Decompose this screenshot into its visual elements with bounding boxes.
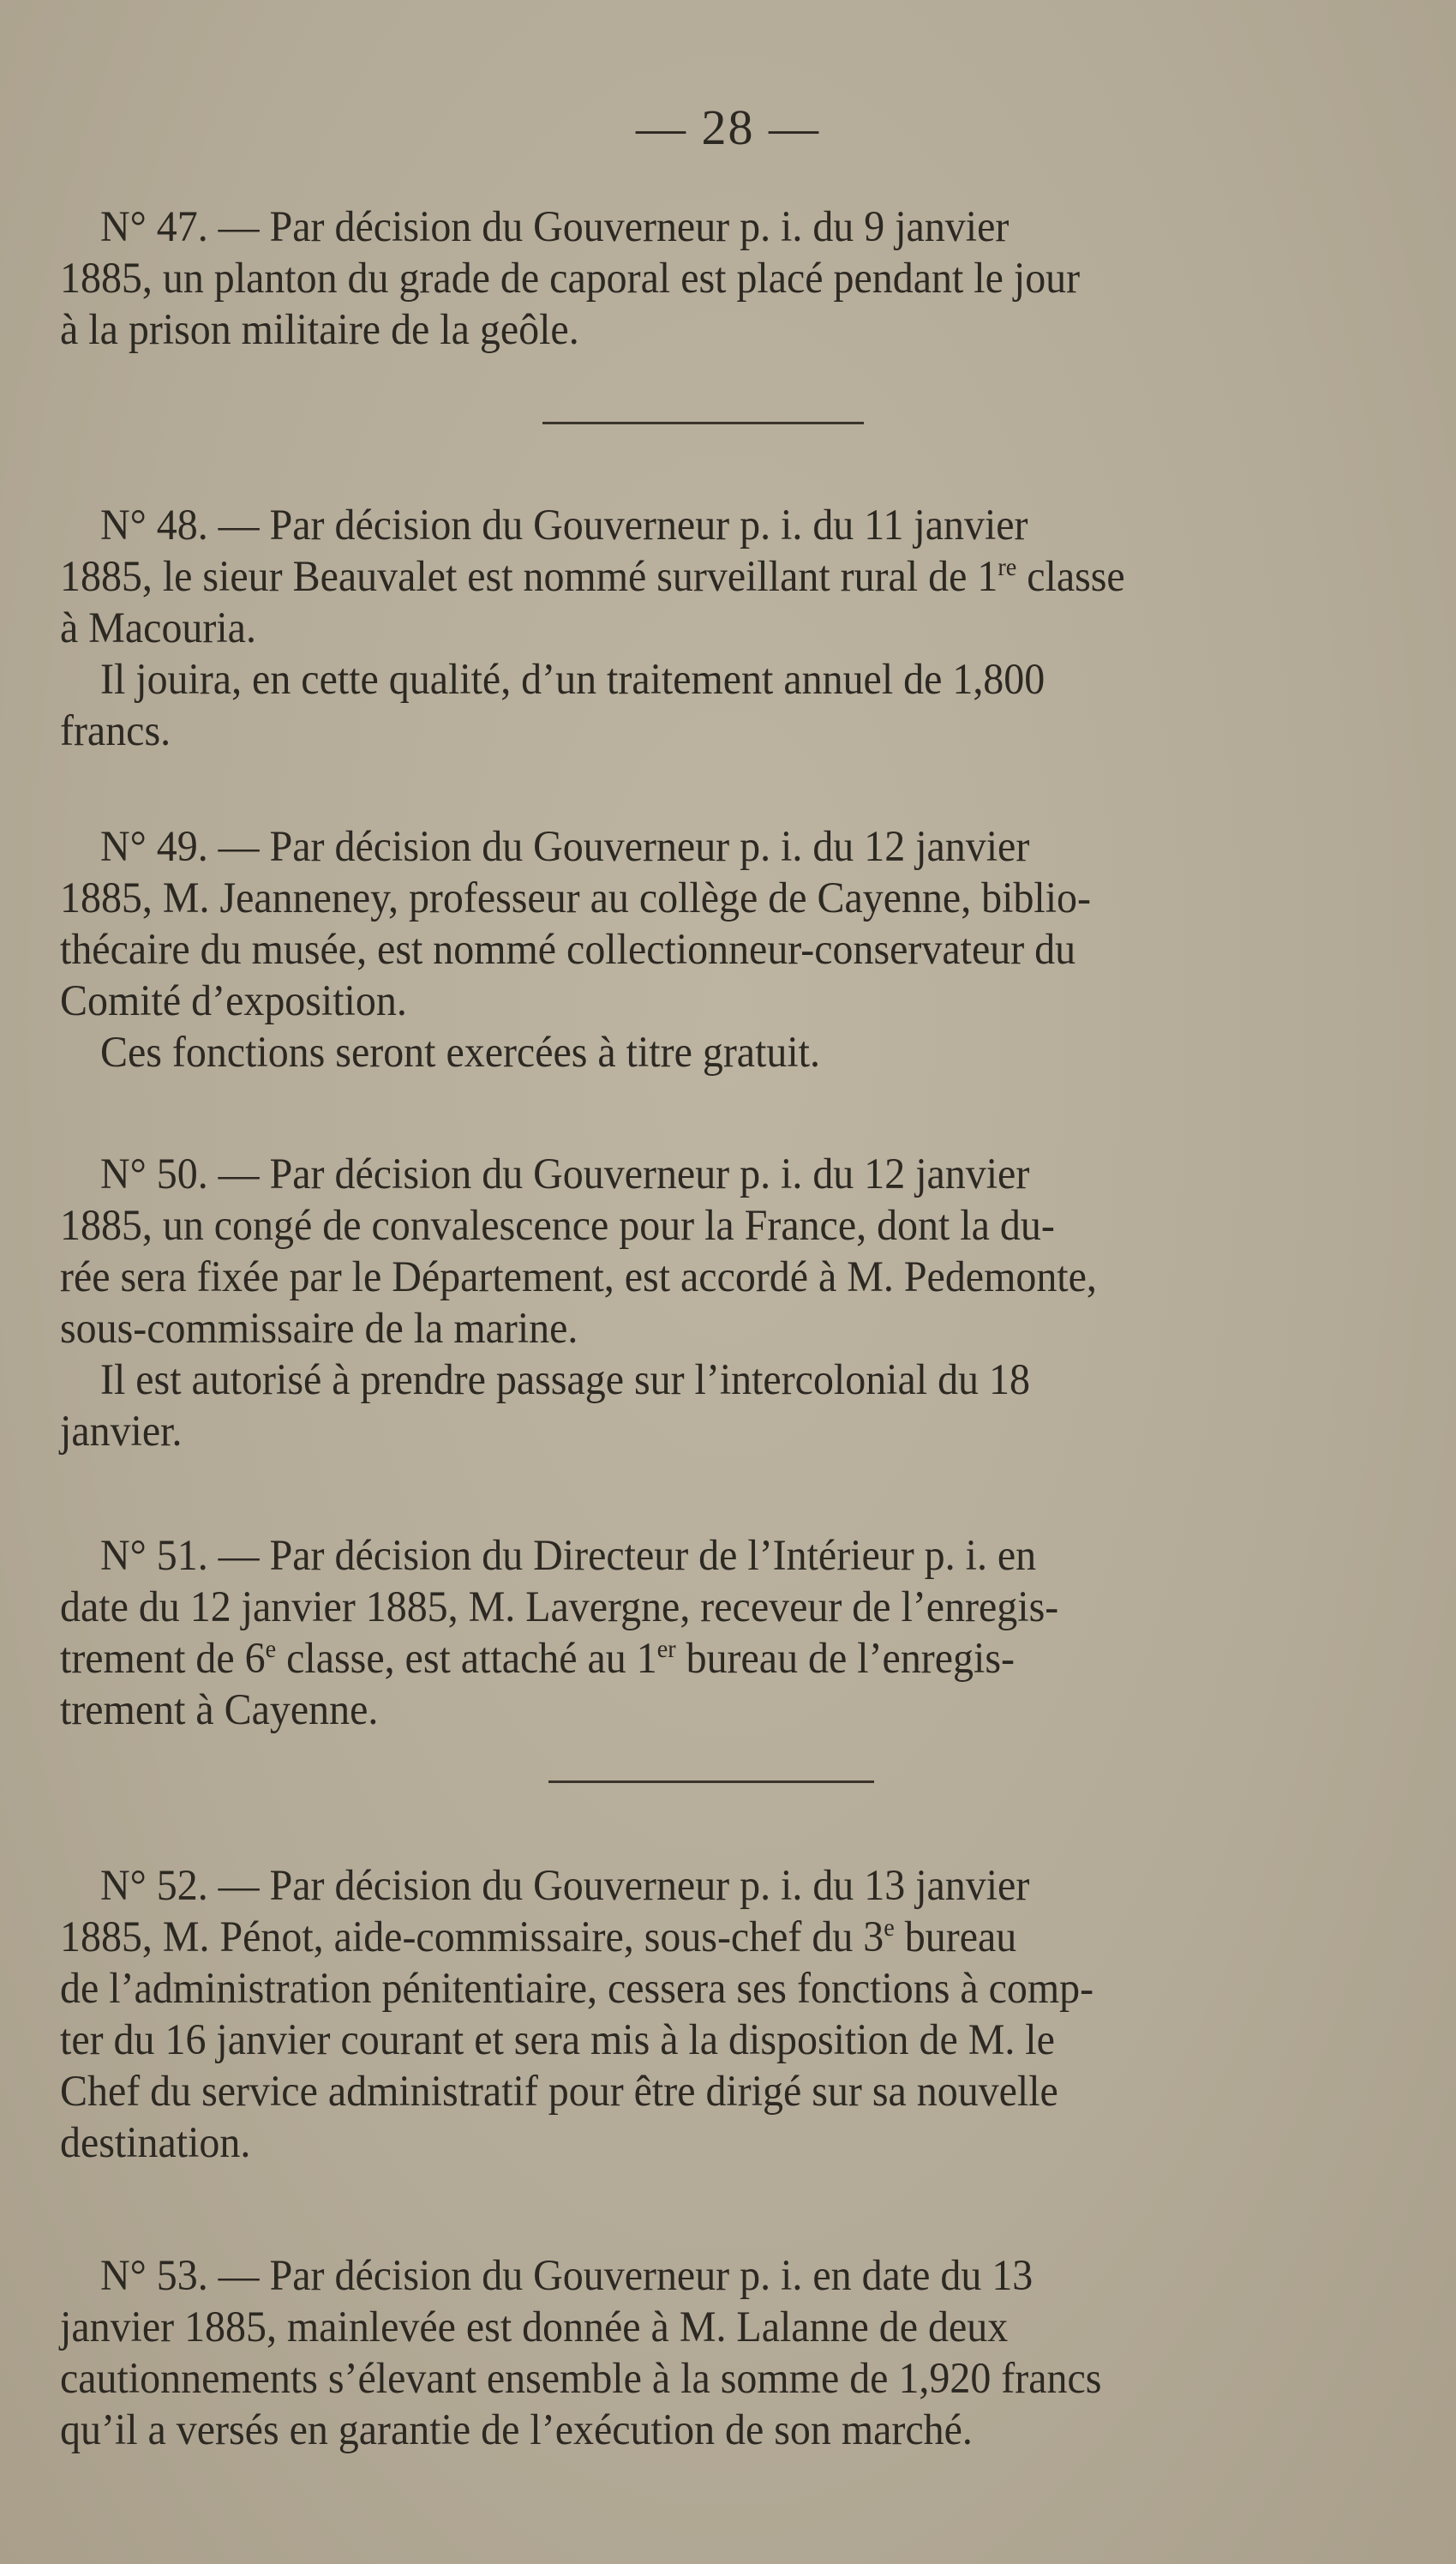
entry-line: thécaire du musée, est nommé collectionneur-conservateur du (60, 926, 1076, 974)
entry-line: rée sera fixée par le Département, est accordé à M. Pedemonte, (60, 1253, 1097, 1301)
entry-line: Chef du service administratif pour être dirigé sur sa nouvelle (60, 2068, 1058, 2116)
entry-53 (60, 2250, 1285, 2456)
entry-line: 1885, un planton du grade de caporal est placé pendant le jour (60, 255, 1081, 303)
entry-line: Comité d’exposition. (60, 977, 407, 1025)
entry-line: Il est autorisé à prendre passage sur l’intercolonial du 18 (100, 1356, 1030, 1404)
entry-line: N° 50. — Par décision du Gouverneur p. i. du 12 janvier (100, 1150, 1030, 1198)
entry-line: 1885, le sieur Beauvalet est nommé surveillant rural de 1re classe (60, 553, 1125, 601)
entry-line: Il jouira, en cette qualité, d’un traitement annuel de 1,800 (100, 656, 1046, 704)
page-number: — 28 — (636, 99, 820, 155)
entry-48 (60, 500, 1285, 757)
entry-line: sous-commissaire de la marine. (60, 1305, 578, 1353)
entry-47 (60, 201, 1285, 356)
separator-rule (542, 422, 864, 424)
entry-line: 1885, un congé de convalescence pour la France, dont la du- (60, 1202, 1055, 1250)
entry-line: N° 52. — Par décision du Gouverneur p. i. du 13 janvier (100, 1862, 1030, 1910)
entry-line: francs. (60, 707, 171, 755)
entry-line: N° 47. — Par décision du Gouverneur p. i. du 9 janvier (100, 203, 1010, 251)
entry-line: trement à Cayenne. (60, 1686, 379, 1734)
entry-line: à Macouria. (60, 604, 256, 652)
entry-line: N° 49. — Par décision du Gouverneur p. i. du 12 janvier (100, 823, 1030, 871)
entry-line: N° 51. — Par décision du Directeur de l’Intérieur p. i. en (100, 1532, 1037, 1580)
entry-line: de l’administration pénitentiaire, cessera ses fonctions à comp- (60, 1965, 1094, 2013)
entry-line: N° 53. — Par décision du Gouverneur p. i. en date du 13 (100, 2252, 1034, 2300)
entry-line: 1885, M. Pénot, aide-commissaire, sous-chef du 3e bureau (60, 1913, 1017, 1961)
entry-line: Ces fonctions seront exercées à titre gratuit. (100, 1029, 820, 1077)
entry-line: à la prison militaire de la geôle. (60, 306, 579, 354)
entry-51 (60, 1530, 1285, 1736)
entry-line: janvier 1885, mainlevée est donnée à M. Lalanne de deux (60, 2303, 1009, 2351)
separator-rule (548, 1780, 874, 1783)
entry-line: destination. (60, 2119, 251, 2167)
entry-line: trement de 6e classe, est attaché au 1er bureau de l’enregis- (60, 1635, 1015, 1683)
entry-line: janvier. (60, 1408, 183, 1456)
entry-line: N° 48. — Par décision du Gouverneur p. i. du 11 janvier (100, 501, 1028, 549)
entry-52 (60, 1860, 1285, 2169)
entry-line: qu’il a versés en garantie de l’exécution de son marché. (60, 2406, 973, 2454)
entry-line: 1885, M. Jeanneney, professeur au collège de Cayenne, biblio- (60, 874, 1091, 922)
entry-line: cautionnements s’élevant ensemble à la somme de 1,920 francs (60, 2355, 1102, 2403)
entry-line: ter du 16 janvier courant et sera mis à la disposition de M. le (60, 2016, 1055, 2064)
entry-line: date du 12 janvier 1885, M. Lavergne, receveur de l’enregis- (60, 1583, 1059, 1631)
entry-49 (60, 821, 1285, 1078)
entry-50 (60, 1149, 1285, 1457)
